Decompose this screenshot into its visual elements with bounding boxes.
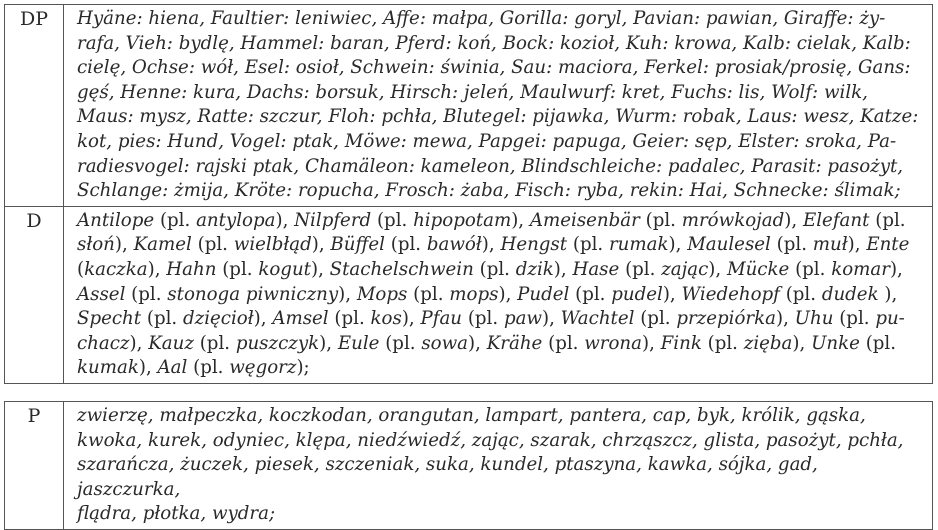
plain-text: (pl. xyxy=(770,234,813,256)
plain-text: (pl. xyxy=(789,258,832,280)
term-text: kumak xyxy=(77,357,139,379)
text-line: Maus: mysz, Ratte: szczur, Floh: pchła, Blutegel: pijawka, Wurm: robak, Laus: wesz, Katze: xyxy=(77,106,919,128)
term-text: paw xyxy=(503,308,542,330)
plain-text: ), xyxy=(147,258,167,280)
term-text: Antilope xyxy=(77,209,155,231)
plain-text: ), xyxy=(642,332,661,354)
term-text: Stachelschwein xyxy=(329,258,474,280)
term-text: wielbłąd xyxy=(233,234,312,256)
term-text: kos xyxy=(370,308,402,330)
plain-text: (pl. xyxy=(154,209,197,231)
term-text: Kamel xyxy=(133,234,192,256)
plain-text: ), xyxy=(114,234,134,256)
text-line: Schlange: żmija, Kröte: ropucha, Frosch: żaba, Fisch: ryba, rekin: Hai, Schnecke: ślimak; xyxy=(77,180,901,202)
plain-text: (pl. xyxy=(193,332,236,354)
plain-text: (pl. xyxy=(141,308,183,330)
text-line: cielę, Ochse: wół, Esel: osioł, Schwein: świnia, Sau: maciora, Ferkel: prosiak/prosię, Gans: xyxy=(77,57,911,79)
term-text: Krähe xyxy=(486,332,543,354)
term-text: Assel xyxy=(77,283,126,305)
plain-text: ), xyxy=(662,283,682,305)
vocabulary-table-p xyxy=(4,401,933,530)
plain-text: (pl. xyxy=(384,234,427,256)
text-line: kwoka, kurek, odyniec, klępa, niedźwiedź, zając, szarak, chrząszcz, glista, pasożyt, pchła, xyxy=(77,429,904,451)
table-row-d xyxy=(5,206,933,383)
term-text: Hengst xyxy=(500,234,568,256)
term-text: Elefant xyxy=(802,209,870,231)
term-text: chacz xyxy=(77,332,130,354)
text-line: flądra, płotka, wydra; xyxy=(77,503,276,525)
term-text: Specht xyxy=(77,308,142,330)
plain-text: ), xyxy=(401,308,421,330)
term-text: Wachtel xyxy=(560,308,635,330)
term-text: węgorz xyxy=(229,357,297,379)
term-text: Pudel xyxy=(517,283,570,305)
plain-text: ), xyxy=(511,209,530,231)
plain-text: ), xyxy=(847,234,867,256)
term-text: słoń xyxy=(77,234,115,256)
plain-text: (pl. xyxy=(216,258,259,280)
plain-text: ), xyxy=(784,209,803,231)
text-line: gęś, Henne: kura, Dachs: borsuk, Hirsch: jeleń, Maulwurf: kret, Fuchs: lis, Wolf: wilk, xyxy=(77,81,868,103)
term-text: rumak xyxy=(608,234,669,256)
plain-text: (pl. xyxy=(473,258,516,280)
term-text: Unke xyxy=(811,332,860,354)
term-text: bawół xyxy=(426,234,482,256)
text-line xyxy=(77,307,926,332)
table-row-dp xyxy=(5,5,933,207)
plain-text: (pl. xyxy=(187,357,230,379)
term-text: sowa xyxy=(421,332,469,354)
term-text: Fink xyxy=(660,332,702,354)
text-line: radiesvogel: rajski ptak, Chamäleon: kameleon, Blindschleiche: padalec, Parasit: pasożyt, xyxy=(77,155,904,177)
term-text: puszczyk xyxy=(235,332,320,354)
term-text: Mops xyxy=(356,283,408,305)
term-text: Pfau xyxy=(420,308,463,330)
term-text: Büffel xyxy=(330,234,385,256)
term-text: pudel xyxy=(611,283,663,305)
term-text: Hase xyxy=(572,258,620,280)
term-text: mrówkojad xyxy=(681,209,785,231)
plain-text: ), xyxy=(311,234,331,256)
plain-text: ), xyxy=(310,258,330,280)
plain-text: ), xyxy=(338,283,357,305)
plain-text: ), xyxy=(481,234,501,256)
text-line xyxy=(77,332,926,357)
term-text: muł xyxy=(812,234,848,256)
plain-text: ), xyxy=(542,308,561,330)
term-text: dzik xyxy=(515,258,554,280)
plain-text: (pl. xyxy=(779,283,822,305)
text-line: Hyäne: hiena, Faultier: leniwiec, Affe: małpa, Gorilla: goryl, Pavian: pawian, Giraffe: ży- xyxy=(77,8,886,29)
plain-text: ), xyxy=(553,258,573,280)
plain-text: (pl. xyxy=(639,209,682,231)
plain-text: ), xyxy=(775,308,795,330)
plain-text: (pl. xyxy=(125,283,168,305)
plain-text: ), xyxy=(668,234,688,256)
plain-text: (pl. xyxy=(833,308,876,330)
term-text: antylopa xyxy=(196,209,276,231)
text-line xyxy=(77,233,926,258)
text-line xyxy=(77,209,926,234)
text-line xyxy=(77,283,926,308)
plain-text: (pl. xyxy=(701,332,744,354)
term-text: komar xyxy=(831,258,890,280)
plain-text: (pl. xyxy=(542,332,585,354)
term-text: dudek xyxy=(821,283,879,305)
plain-text: (pl. xyxy=(569,283,612,305)
plain-text: (pl. xyxy=(619,258,662,280)
term-text: kaczka xyxy=(84,258,148,280)
text-line xyxy=(77,258,926,283)
term-text: Kauz xyxy=(148,332,194,354)
term-text: Wiedehopf xyxy=(681,283,780,305)
plain-text: ), xyxy=(275,209,295,231)
term-text: Nilpferd xyxy=(294,209,372,231)
term-text: stonoga piwniczny xyxy=(167,283,339,305)
plain-text: (pl. xyxy=(371,209,414,231)
term-text: dzięcioł xyxy=(182,308,254,330)
term-text: Eule xyxy=(337,332,380,354)
plain-text: ), xyxy=(138,357,158,379)
term-text: Mücke xyxy=(726,258,790,280)
plain-text: ), xyxy=(468,332,487,354)
row-content-p xyxy=(64,402,933,530)
term-text: przepiórka xyxy=(676,308,776,330)
term-text: Amsel xyxy=(272,308,329,330)
term-text: Ameisenbär xyxy=(529,209,640,231)
term-text: pu- xyxy=(875,308,905,330)
term-text: wrona xyxy=(584,332,642,354)
plain-text: ); xyxy=(296,357,310,379)
plain-text: (pl. xyxy=(462,308,504,330)
plain-text: (pl. xyxy=(191,234,234,256)
plain-text: ), xyxy=(498,283,518,305)
plain-text: (pl. xyxy=(859,332,897,354)
plain-text: (pl. xyxy=(328,308,371,330)
text-line: szarańcza, żuczek, piesek, szczeniak, suka, kundel, ptaszyna, kawka, sójka, gad, jaszczurka, xyxy=(77,454,818,500)
term-text: Hahn xyxy=(166,258,217,280)
table-row-p xyxy=(5,402,933,530)
term-text: Aal xyxy=(157,357,188,379)
term-text: Uhu xyxy=(794,308,834,330)
plain-text: ), xyxy=(253,308,273,330)
plain-text: ), xyxy=(319,332,338,354)
plain-text: ), xyxy=(708,258,727,280)
plain-text: ( xyxy=(77,258,85,280)
plain-text: (pl. xyxy=(634,308,677,330)
text-line xyxy=(77,356,926,381)
plain-text: (pl. xyxy=(567,234,609,256)
vocabulary-table-main xyxy=(4,4,933,384)
plain-text: ), xyxy=(129,332,149,354)
text-line: rafa, Vieh: bydlę, Hammel: baran, Pferd: koń, Bock: kozioł, Kuh: krowa, Kalb: cielak, Kalb: xyxy=(77,32,911,54)
row-label-d: D xyxy=(5,206,64,383)
term-text: mops xyxy=(449,283,499,305)
row-label-p: P xyxy=(5,402,64,530)
row-content-dp xyxy=(64,5,933,207)
text-line: kot, pies: Hund, Vogel: ptak, Möwe: mewa, Papgei: papuga, Geier: sęp, Elster: sroka, Pa- xyxy=(77,130,897,152)
plain-text: (pl. xyxy=(407,283,450,305)
plain-text: (pl. xyxy=(869,209,906,231)
plain-text: (pl. xyxy=(379,332,422,354)
plain-text: ), xyxy=(878,283,898,305)
term-text: zając xyxy=(661,258,709,280)
term-text: hipopotam xyxy=(413,209,512,231)
term-text: kogut xyxy=(258,258,311,280)
plain-text: ), xyxy=(889,258,903,280)
term-text: Ente xyxy=(866,234,910,256)
row-content-d xyxy=(64,206,933,383)
term-text: Maulesel xyxy=(687,234,771,256)
text-line: zwierzę, małpeczka, koczkodan, orangutan, lampart, pantera, cap, byk, królik, gąska, xyxy=(77,405,866,426)
row-label-dp: DP xyxy=(5,5,64,207)
plain-text: ), xyxy=(792,332,812,354)
term-text: zięba xyxy=(743,332,793,354)
